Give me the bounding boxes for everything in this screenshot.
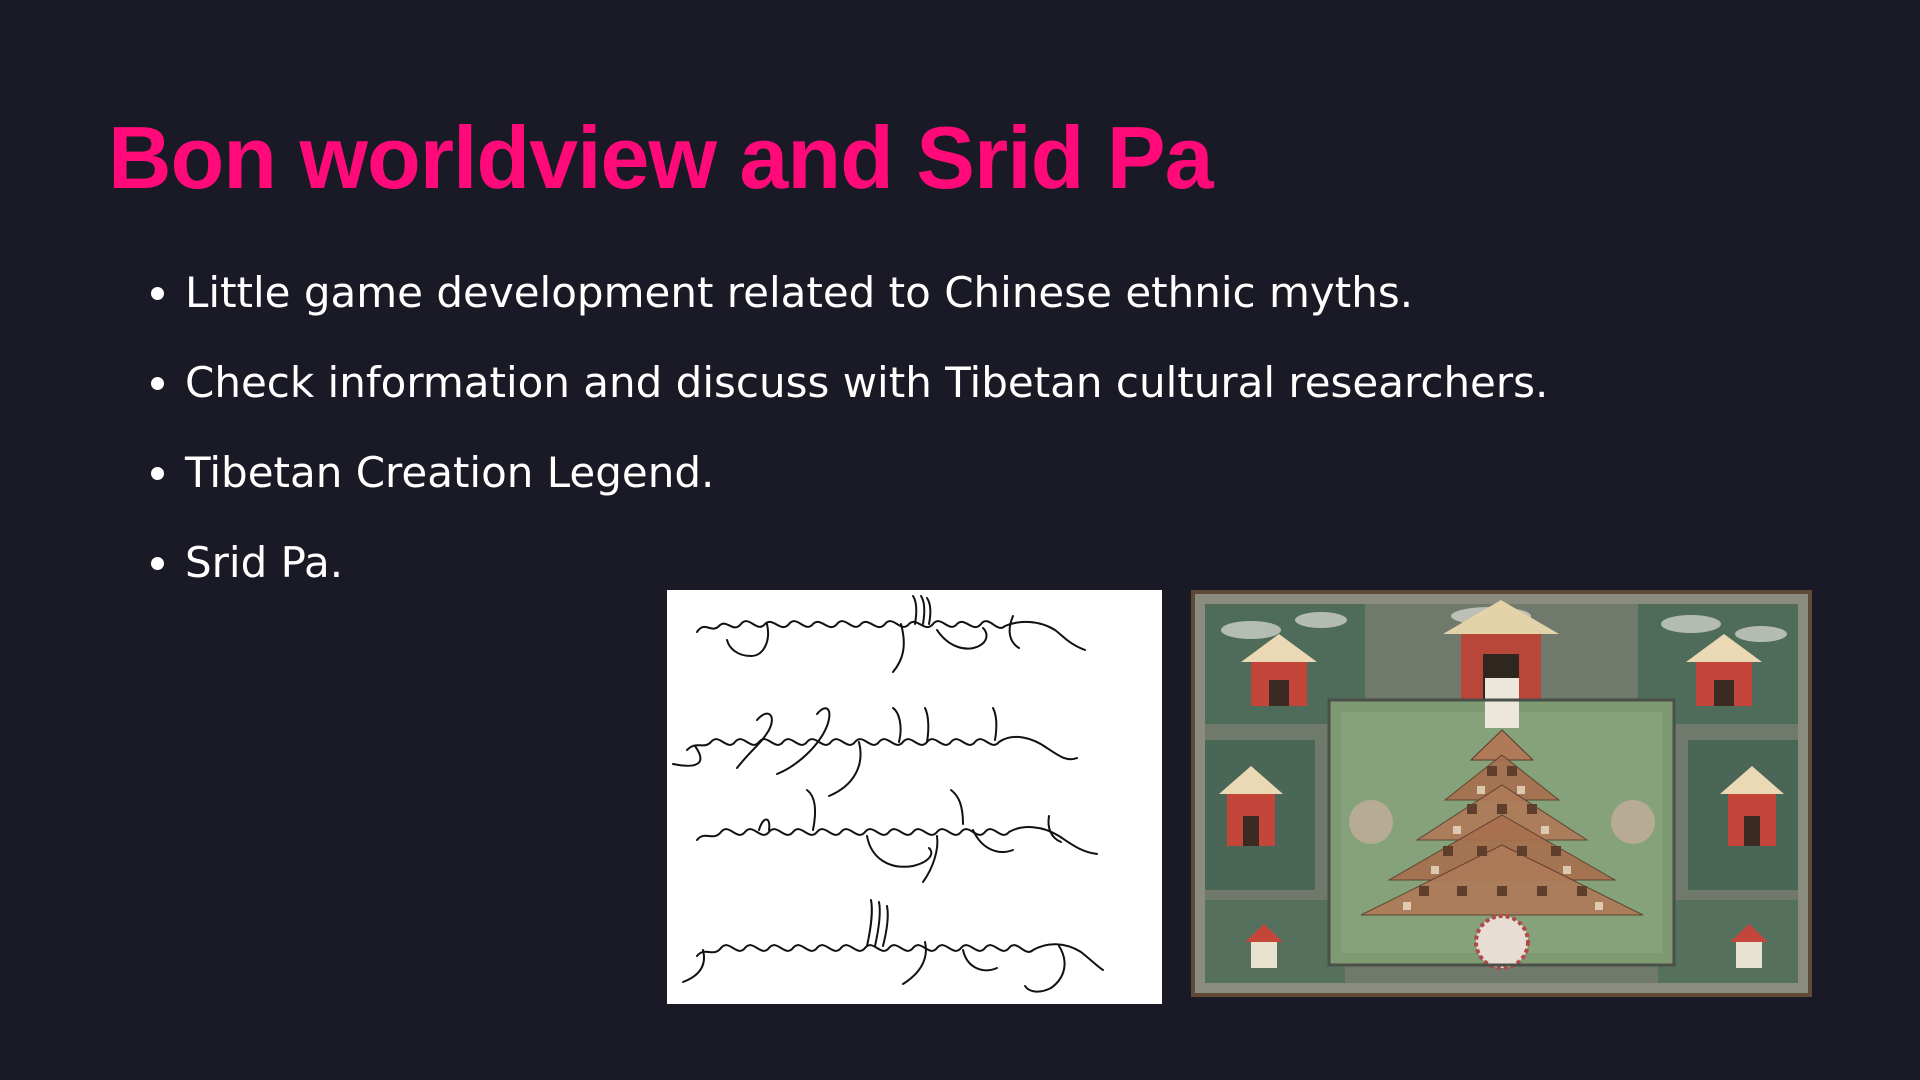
bullet-dot-icon — [151, 377, 164, 390]
bullet-dot-icon — [151, 557, 164, 570]
bullet-text: Tibetan Creation Legend. — [185, 448, 715, 497]
bullet-dot-icon — [151, 467, 164, 480]
bullet-text: Srid Pa. — [185, 538, 344, 587]
bullet-item — [148, 262, 1548, 352]
bullet-dot-icon — [151, 287, 164, 300]
bullet-item — [148, 352, 1548, 442]
bullet-text: Little game development related to Chinese ethnic myths. — [185, 268, 1414, 317]
bullet-text: Check information and discuss with Tibetan cultural researchers. — [185, 358, 1549, 407]
bullet-item — [148, 442, 1548, 532]
srid-pa-board-image — [1191, 590, 1812, 997]
tibetan-script-drawing — [667, 590, 1162, 1004]
srid-pa-board-drawing — [1191, 590, 1812, 997]
bullet-list — [148, 262, 1548, 622]
slide-title: Bon worldview and Srid Pa — [108, 108, 1213, 207]
tibetan-script-image — [667, 590, 1162, 1004]
